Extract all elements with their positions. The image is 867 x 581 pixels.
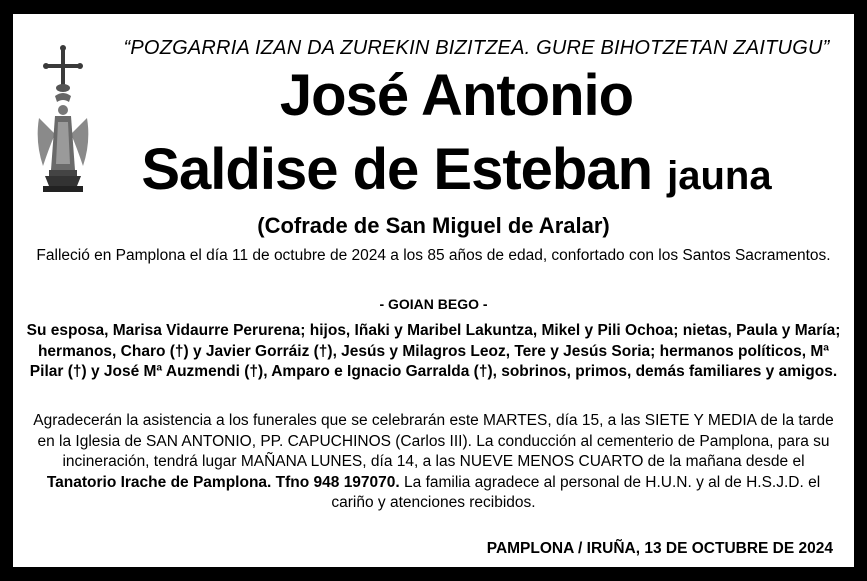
family-list: Su esposa, Marisa Vidaurre Perurena; hijos, Iñaki y Maribel Lakuntza, Mikel y Pili Ochoa; nietas, Paula y María; hermanos, Charo (†) y Javier Gorráiz (†), Jesús y Milagros Leoz, Tere y Jesús Soria; hermanos políticos, Mª Pilar (†) y José Mª Auzmendi (†), Amparo e Ignacio Garralda (†), sobrinos, primos, demás familiares y amigos. — [26, 322, 841, 380]
dateline: PAMPLONA / IRUÑA, 13 DE OCTUBRE DE 2024 — [486, 540, 833, 557]
service-announcement — [26, 411, 841, 514]
service-text-2: La familia agradece al personal de H.U.N. y al de H.S.J.D. el cariño y atenciones recibidos. — [331, 473, 821, 512]
epitaph-quote: “POZGARRIA IZAN DA ZUREKIN BIZITZEA. GURE BIHOTZETAN ZAITUGU” — [123, 37, 830, 59]
service-funeral-home: Tanatorio Irache de Pamplona. Tfno 948 197070. — [46, 473, 400, 491]
deceased-first-name: José Antonio — [279, 63, 634, 128]
deceased-role: (Cofrade de San Miguel de Aralar) — [257, 213, 610, 238]
deceased-surname-line — [60, 138, 853, 208]
separator-goian-bego: - GOIAN BEGO - — [379, 296, 488, 312]
deceased-surname: Saldise de Esteban — [141, 137, 653, 202]
service-text-1: Agradecerán la asistencia a los funerales que se celebrarán este MARTES, día 15, a las SIETE Y MEDIA de la tarde en la Iglesia de SAN ANTONIO, PP. CAPUCHINOS (Carlos III). La conducción al cementerio de Pamplona, para su incineración, tendrá lugar MAÑANA LUNES, día 14, a las NUEVE MENOS CUARTO de la mañana desde el — [33, 412, 834, 471]
honorific: jauna — [667, 154, 772, 198]
death-notice-text: Falleció en Pamplona el día 11 de octubre de 2024 a los 85 años de edad, confortado con los Santos Sacramentos. — [36, 247, 831, 264]
